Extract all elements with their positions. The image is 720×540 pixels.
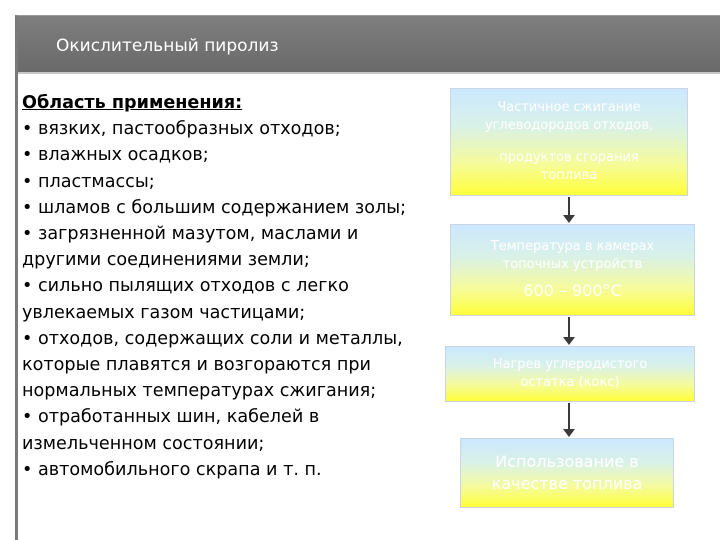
application-area-text (22, 90, 442, 483)
list-line: • автомобильного скрапа и т. п. (22, 459, 322, 480)
flow-box-line: Частичное сжигание (497, 100, 641, 115)
flow-box-line: остатка (кокс) (520, 375, 620, 390)
application-area-heading: Область применения: (22, 93, 243, 113)
flow-box-line: Температура в камерах (490, 239, 655, 254)
list-line: нормальных температурах сжигания; (22, 381, 377, 402)
flow-box-line: топочных устройств (502, 257, 643, 272)
list-line: которые плавятся и возгораются при (22, 355, 371, 376)
list-line: • сильно пылящих отходов с легко (22, 276, 349, 297)
flow-box-line: топлива (540, 168, 598, 183)
list-line: • отработанных шин, кабелей в (22, 407, 320, 428)
slide-title: Окислительный пиролиз (56, 36, 279, 56)
flow-box-line: Использование в (495, 452, 639, 471)
flow-box-line: углеводородов отходов, (484, 118, 654, 133)
list-line: измельченном состоянии; (22, 433, 265, 454)
list-line: • отходов, содержащих соли и металлы, (22, 328, 403, 349)
list-line: • влажных осадков; (22, 145, 209, 166)
flow-box-partial-combustion (450, 88, 688, 196)
temperature-range: 600 – 900°C (523, 281, 622, 300)
down-arrow-icon (563, 403, 575, 437)
flow-box-line: продуктов сгорания (499, 150, 639, 165)
list-line: • пластмассы; (22, 171, 155, 192)
flow-box-temperature (450, 224, 695, 316)
list-line: другими соединениями земли; (22, 250, 310, 271)
flow-box-fuel-use (460, 438, 674, 508)
list-line: • шламов с большим содержанием золы; (22, 197, 407, 218)
list-line: • вязких, пастообразных отходов; (22, 119, 341, 140)
down-arrow-icon (563, 197, 575, 223)
flow-box-coke-heating (445, 346, 695, 402)
down-arrow-icon (563, 317, 575, 345)
list-line: • загрязненной мазутом, маслами и (22, 224, 359, 245)
flow-box-line: Нагрев углеродистого (492, 357, 648, 372)
title-divider (18, 72, 720, 74)
flow-box-line: качестве топлива (491, 474, 643, 493)
list-line: увлекаемых газом частицами; (22, 302, 306, 323)
